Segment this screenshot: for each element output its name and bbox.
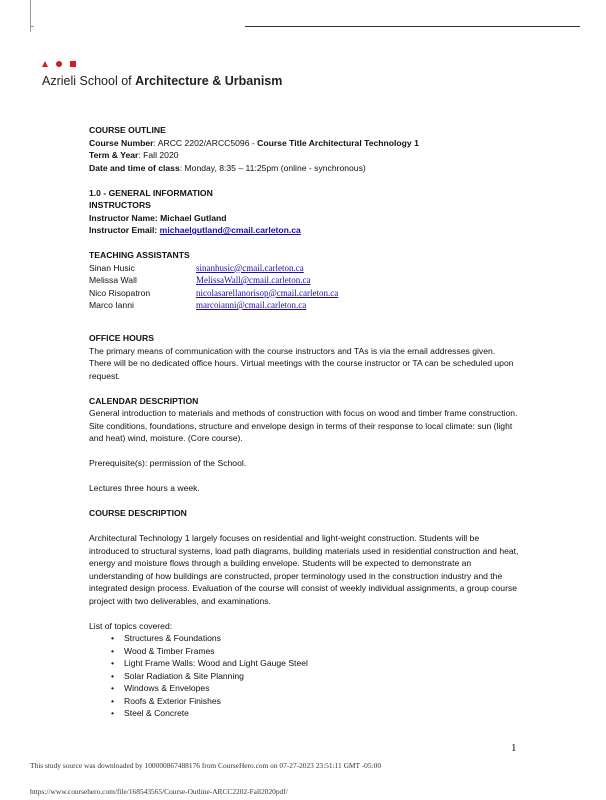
bullet-icon: • — [111, 708, 115, 718]
instructors-heading: INSTRUCTORS — [89, 200, 151, 210]
topic-text: Windows & Envelopes — [124, 683, 210, 693]
bullet-icon: • — [111, 683, 115, 693]
course-number-value: : ARCC 2202/ARCC5096 - — [153, 137, 258, 148]
prerequisite-text: Prerequisite(s): permission of the School. — [89, 458, 247, 468]
list-item — [89, 695, 519, 708]
crop-mark — [30, 0, 31, 32]
list-item — [89, 657, 519, 670]
topics-list — [89, 632, 519, 720]
general-info-heading: 1.0 - GENERAL INFORMATION — [89, 187, 213, 198]
ta-row — [89, 274, 519, 287]
ta-row — [89, 287, 519, 300]
list-item — [89, 670, 519, 683]
term-value: : Fall 2020 — [138, 150, 179, 160]
list-item — [89, 682, 519, 695]
topic-text: Wood & Timber Frames — [124, 645, 215, 656]
bullet-icon: • — [111, 670, 115, 681]
school-logo-marks — [42, 60, 76, 68]
calendar-description-text: General introduction to materials and methods of construction with focus on wood and timber frame construction. Site conditions, foundations, structure and envelope design in terms of their response to local climate: sun (light and heat) wind, moisture. (Core course). — [89, 408, 518, 443]
term-line — [89, 149, 519, 162]
bullet-icon: • — [111, 658, 115, 668]
topics-label: List of topics covered: — [89, 620, 173, 631]
topic-text: Structures & Foundations — [124, 633, 221, 643]
bullet-icon: • — [111, 633, 115, 643]
course-title: Course Title Architectural Technology 1 — [257, 137, 419, 148]
calendar-description-heading: CALENDAR DESCRIPTION — [89, 395, 199, 406]
ta-name: Melissa Wall — [89, 275, 137, 285]
ta-email-link[interactable]: marcoianni@cmail.carleton.ca — [196, 300, 307, 310]
square-icon — [70, 61, 76, 67]
instructor-email-label: Instructor Email: — [89, 225, 160, 235]
list-item — [89, 645, 519, 658]
school-name — [42, 74, 282, 88]
bullet-icon: • — [111, 645, 115, 656]
ta-email-link[interactable]: sinanhusic@cmail.carleton.ca — [196, 262, 304, 273]
ta-name: Sinan Husic — [89, 262, 135, 273]
course-outline-heading: COURSE OUTLINE — [89, 125, 166, 135]
topic-text: Light Frame Walls: Wood and Light Gauge Steel — [124, 658, 308, 668]
topic-text: Roofs & Exterior Finishes — [124, 695, 221, 706]
term-label: Term & Year — [89, 150, 139, 160]
list-item — [89, 632, 519, 645]
course-description-heading: COURSE DESCRIPTION — [89, 508, 187, 518]
header-rule — [245, 26, 580, 27]
crop-mark-tick — [30, 26, 34, 27]
circle-icon — [56, 61, 62, 67]
school-name-bold: Architecture & Urbanism — [135, 74, 283, 88]
topic-text: Steel & Concrete — [124, 708, 189, 718]
ta-row — [89, 299, 519, 312]
class-time-label: Date and time of class — [89, 162, 180, 173]
course-number-label: Course Number — [89, 137, 154, 148]
document-body — [89, 124, 519, 720]
topic-text: Solar Radiation & Site Planning — [124, 670, 244, 681]
instructor-email-link[interactable]: michaelgutland@cmail.carleton.ca — [159, 225, 301, 235]
bullet-icon: • — [111, 695, 115, 706]
class-time-line — [89, 162, 519, 175]
source-url-link[interactable]: https://www.coursehero.com/file/168543565/Course-Outline-ARCC2202-Fall2020pdf/ — [30, 787, 288, 796]
instructor-name: Instructor Name: Michael Gutland — [89, 212, 227, 223]
list-item — [89, 707, 519, 720]
lectures-text: Lectures three hours a week. — [89, 483, 200, 493]
teaching-assistants-heading: TEACHING ASSISTANTS — [89, 250, 190, 260]
download-note: This study source was downloaded by 100000867488176 from CourseHero.com on 07-27-2023 23:51:11 GMT -05:00 — [30, 761, 382, 770]
office-hours-text: The primary means of communication with the course instructors and TAs is via the email addresses given. There will be no dedicated office hours. Virtual meetings with the course instructor or TA can be scheduled upon request. — [89, 345, 514, 381]
ta-email-link[interactable]: MelissaWall@cmail.carleton.ca — [196, 275, 311, 285]
page-number: 1 — [511, 742, 517, 754]
class-time-value: : Monday, 8:35 – 11:25pm (online - synchronous) — [179, 162, 366, 173]
course-number-line — [89, 137, 519, 150]
instructor-email-line — [89, 224, 519, 237]
ta-name: Marco Ianni — [89, 300, 134, 310]
ta-email-link[interactable]: nicolasarellanorisop@cmail.carleton.ca — [196, 287, 339, 298]
course-description-text: Architectural Technology 1 largely focuses on residential and light-weight construction. Students will be introduced to structural systems, load path diagrams, building materials used in residential construction and heat, energy and moisture flows through a building envelope. Students will be expected to demonstrate an understanding of how buildings are constructed, proper terminology used in the construction industry and the integrated design process. Evaluation of the course will consist of weekly individual assignments, a group course project with two deliverables, and examinations. — [89, 533, 519, 606]
ta-name: Nico Risopatron — [89, 287, 151, 298]
office-hours-heading: OFFICE HOURS — [89, 333, 154, 343]
ta-row — [89, 262, 519, 275]
school-name-prefix: Azrieli School of — [42, 74, 136, 88]
triangle-icon — [42, 61, 48, 67]
